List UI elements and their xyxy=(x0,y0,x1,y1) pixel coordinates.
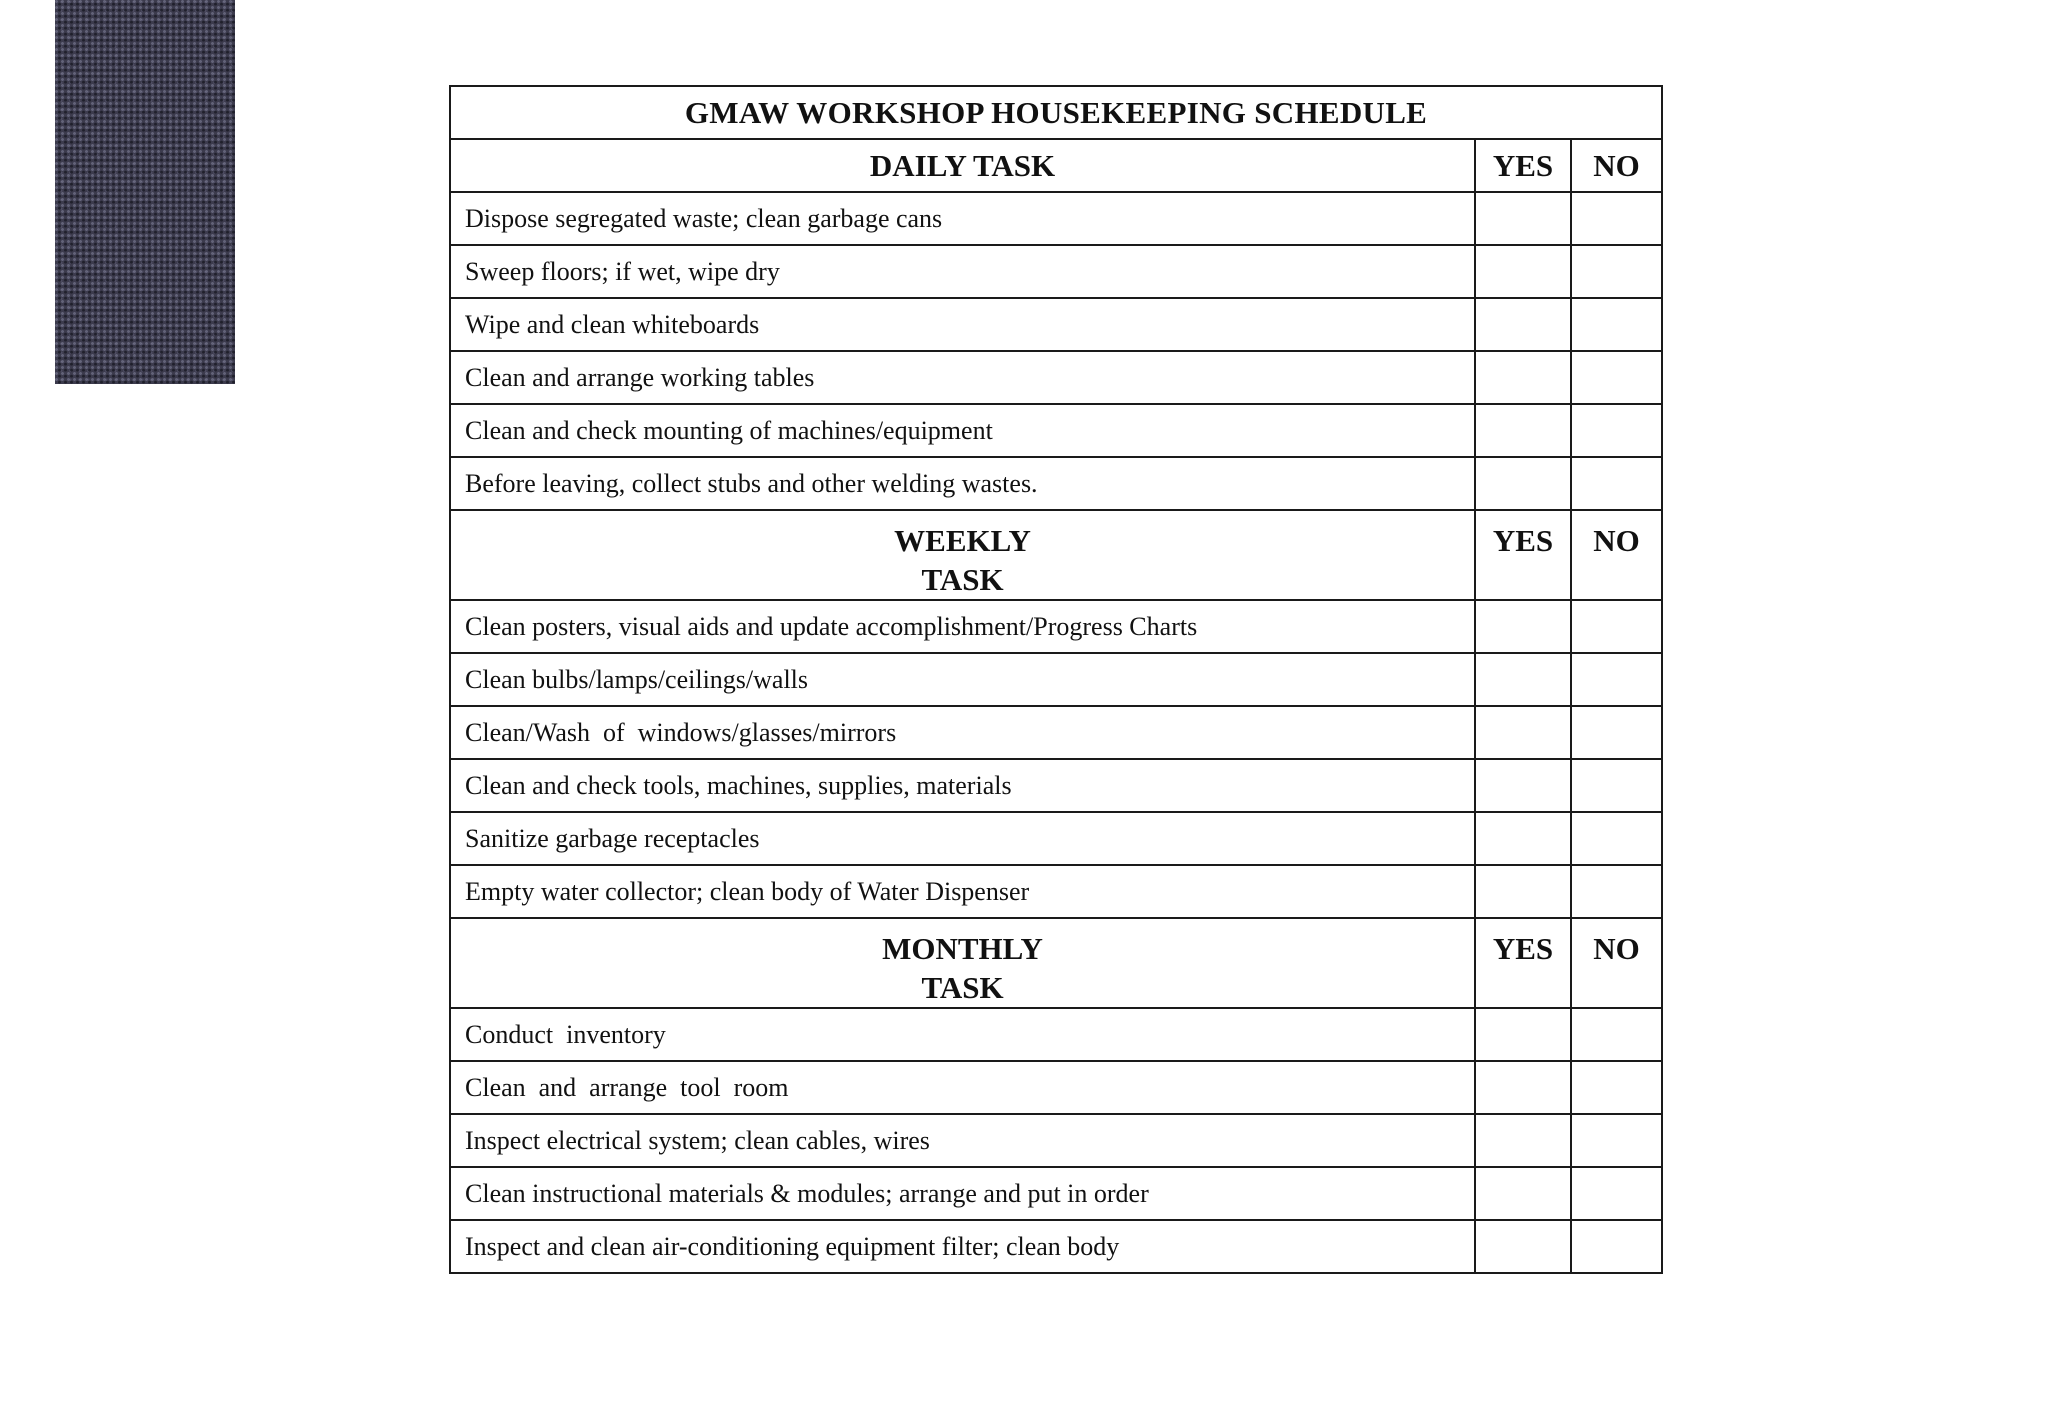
task-label: Clean and arrange tool room xyxy=(450,1061,1475,1114)
no-checkbox-cell[interactable] xyxy=(1571,706,1662,759)
no-checkbox-cell[interactable] xyxy=(1571,812,1662,865)
task-label: Before leaving, collect stubs and other welding wastes. xyxy=(450,457,1475,510)
daily-yes-header: YES xyxy=(1475,139,1571,192)
table-row xyxy=(450,865,1662,918)
housekeeping-schedule-table xyxy=(449,85,1663,1274)
task-label: Sanitize garbage receptacles xyxy=(450,812,1475,865)
weekly-header-row xyxy=(450,510,1662,600)
table-row xyxy=(450,653,1662,706)
table-row xyxy=(450,1220,1662,1273)
table-row xyxy=(450,245,1662,298)
task-label: Empty water collector; clean body of Water Dispenser xyxy=(450,865,1475,918)
no-checkbox-cell[interactable] xyxy=(1571,351,1662,404)
no-checkbox-cell[interactable] xyxy=(1571,1220,1662,1273)
yes-checkbox-cell[interactable] xyxy=(1475,706,1571,759)
table-row xyxy=(450,759,1662,812)
table-row xyxy=(450,1061,1662,1114)
no-checkbox-cell[interactable] xyxy=(1571,600,1662,653)
yes-checkbox-cell[interactable] xyxy=(1475,759,1571,812)
monthly-task-header xyxy=(450,918,1475,1008)
task-label: Inspect and clean air-conditioning equipment filter; clean body xyxy=(450,1220,1475,1273)
no-checkbox-cell[interactable] xyxy=(1571,1114,1662,1167)
no-checkbox-cell[interactable] xyxy=(1571,192,1662,245)
no-checkbox-cell[interactable] xyxy=(1571,865,1662,918)
yes-checkbox-cell[interactable] xyxy=(1475,245,1571,298)
monthly-header-line2: TASK xyxy=(921,970,1004,1005)
yes-checkbox-cell[interactable] xyxy=(1475,298,1571,351)
task-label: Clean and check mounting of machines/equipment xyxy=(450,404,1475,457)
table-row xyxy=(450,298,1662,351)
weekly-no-header: NO xyxy=(1571,510,1662,600)
no-checkbox-cell[interactable] xyxy=(1571,1061,1662,1114)
daily-header-row xyxy=(450,139,1662,192)
daily-task-header: DAILY TASK xyxy=(450,139,1475,192)
table-row xyxy=(450,404,1662,457)
yes-checkbox-cell[interactable] xyxy=(1475,865,1571,918)
task-label: Inspect electrical system; clean cables, wires xyxy=(450,1114,1475,1167)
yes-checkbox-cell[interactable] xyxy=(1475,1061,1571,1114)
task-label: Clean posters, visual aids and update accomplishment/Progress Charts xyxy=(450,600,1475,653)
no-checkbox-cell[interactable] xyxy=(1571,759,1662,812)
task-label: Sweep floors; if wet, wipe dry xyxy=(450,245,1475,298)
weekly-task-header xyxy=(450,510,1475,600)
task-label: Conduct inventory xyxy=(450,1008,1475,1061)
no-checkbox-cell[interactable] xyxy=(1571,653,1662,706)
table-row xyxy=(450,600,1662,653)
table-row xyxy=(450,1167,1662,1220)
monthly-header-row xyxy=(450,918,1662,1008)
table-row xyxy=(450,1114,1662,1167)
weekly-yes-header: YES xyxy=(1475,510,1571,600)
yes-checkbox-cell[interactable] xyxy=(1475,1220,1571,1273)
schedule-title: GMAW WORKSHOP HOUSEKEEPING SCHEDULE xyxy=(450,86,1662,139)
yes-checkbox-cell[interactable] xyxy=(1475,1114,1571,1167)
yes-checkbox-cell[interactable] xyxy=(1475,351,1571,404)
title-row xyxy=(450,86,1662,139)
decorative-pattern-panel xyxy=(55,0,235,384)
yes-checkbox-cell[interactable] xyxy=(1475,1008,1571,1061)
table-row xyxy=(450,1008,1662,1061)
yes-checkbox-cell[interactable] xyxy=(1475,457,1571,510)
yes-checkbox-cell[interactable] xyxy=(1475,192,1571,245)
yes-checkbox-cell[interactable] xyxy=(1475,812,1571,865)
monthly-no-header: NO xyxy=(1571,918,1662,1008)
no-checkbox-cell[interactable] xyxy=(1571,1167,1662,1220)
daily-no-header: NO xyxy=(1571,139,1662,192)
monthly-yes-header: YES xyxy=(1475,918,1571,1008)
no-checkbox-cell[interactable] xyxy=(1571,1008,1662,1061)
monthly-header-line1: MONTHLY xyxy=(882,931,1043,966)
yes-checkbox-cell[interactable] xyxy=(1475,653,1571,706)
task-label: Clean/Wash of windows/glasses/mirrors xyxy=(450,706,1475,759)
task-label: Wipe and clean whiteboards xyxy=(450,298,1475,351)
table-row xyxy=(450,351,1662,404)
no-checkbox-cell[interactable] xyxy=(1571,404,1662,457)
table-row xyxy=(450,192,1662,245)
yes-checkbox-cell[interactable] xyxy=(1475,600,1571,653)
task-label: Clean and check tools, machines, supplies, materials xyxy=(450,759,1475,812)
task-label: Clean instructional materials & modules; arrange and put in order xyxy=(450,1167,1475,1220)
weekly-header-line1: WEEKLY xyxy=(894,523,1031,558)
no-checkbox-cell[interactable] xyxy=(1571,245,1662,298)
table-row xyxy=(450,457,1662,510)
task-label: Clean bulbs/lamps/ceilings/walls xyxy=(450,653,1475,706)
table-row xyxy=(450,812,1662,865)
yes-checkbox-cell[interactable] xyxy=(1475,404,1571,457)
table-row xyxy=(450,706,1662,759)
task-label: Clean and arrange working tables xyxy=(450,351,1475,404)
task-label: Dispose segregated waste; clean garbage cans xyxy=(450,192,1475,245)
no-checkbox-cell[interactable] xyxy=(1571,457,1662,510)
yes-checkbox-cell[interactable] xyxy=(1475,1167,1571,1220)
weekly-header-line2: TASK xyxy=(921,562,1004,597)
no-checkbox-cell[interactable] xyxy=(1571,298,1662,351)
